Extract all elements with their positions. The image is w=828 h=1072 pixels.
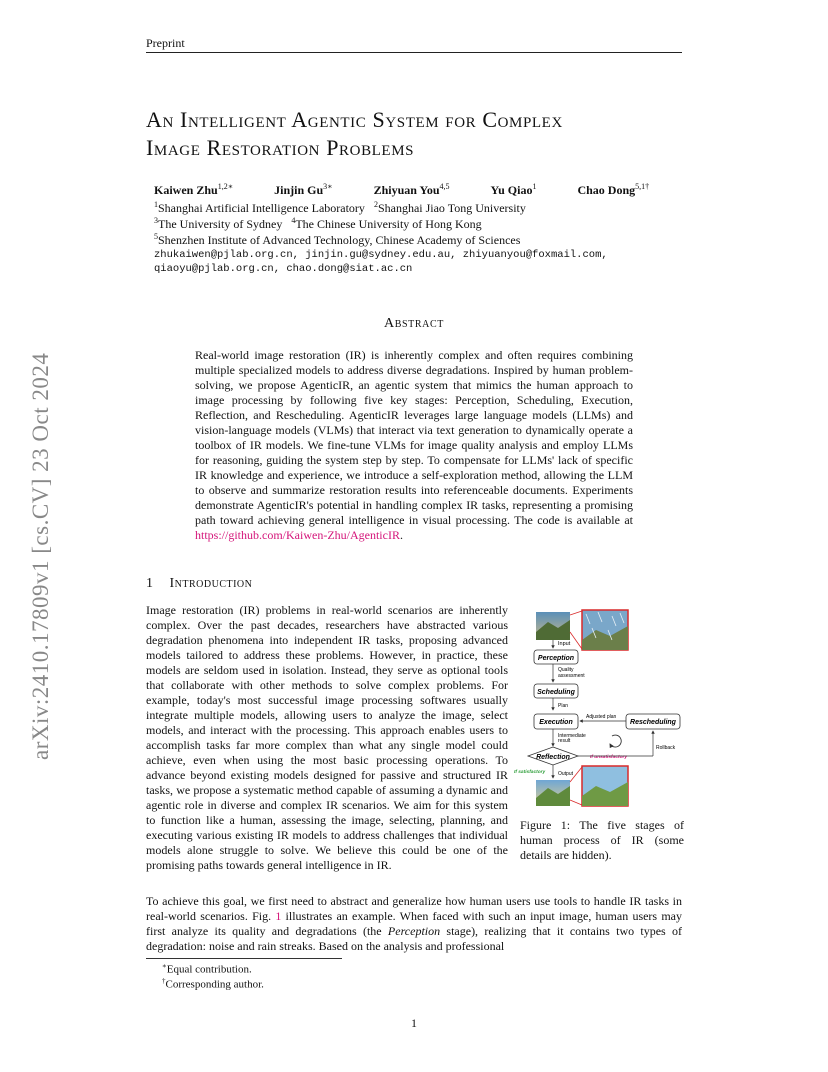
perception-label: Perception xyxy=(537,655,575,662)
rescheduling-label: Rescheduling xyxy=(630,719,676,726)
author: Kaiwen Zhu$^{1,2∗}$ xyxy=(154,182,234,197)
footnote-rule xyxy=(146,958,342,959)
footnote: ∗Equal contribution. xyxy=(162,962,252,976)
author: Yu Qiao$^1$ xyxy=(490,182,537,197)
author-list xyxy=(154,182,687,198)
intermediate-label-2: result xyxy=(558,738,571,744)
plan-label: Plan xyxy=(558,703,569,709)
input-image xyxy=(536,612,570,640)
rollback-label: Rollback xyxy=(656,745,676,751)
output-label: Output xyxy=(558,771,574,777)
email-line: zhukaiwen@pjlab.org.cn, jinjin.gu@sydney.edu.au, zhiyuanyou@foxmail.com, xyxy=(154,249,608,261)
header-rule xyxy=(146,52,682,53)
page-number: 1 xyxy=(411,1016,417,1030)
adjusted-plan-label: Adjusted plan xyxy=(586,714,617,720)
body-paragraph: To achieve this goal, we first need to abstract and generalize how human users use tools to handle IR tasks in real-world scenarios. Fig. 1 illustrates an example. When faced with such an input image, human users may first analyze its quality and degradations (the Perception stage), realizing that it contains two types of degradation: noise and rain streaks. Based on the analysis and professional xyxy=(146,894,682,953)
section-heading: 1 Introduction xyxy=(146,576,253,591)
zoomed-crop xyxy=(582,610,628,650)
code-link[interactable]: https://github.com/Kaiwen-Zhu/AgenticIR xyxy=(195,528,400,542)
affiliation-line: $^3$The University of Sydney $^4$The Chinese University of Hong Kong xyxy=(154,216,482,231)
abstract-heading: Abstract xyxy=(384,316,444,331)
execution-label: Execution xyxy=(539,719,573,726)
figure-1-diagram xyxy=(514,610,690,810)
footnote: †Corresponding author. xyxy=(162,977,264,991)
email-line: qiaoyu@pjlab.org.cn, chao.dong@siat.ac.cn xyxy=(154,263,413,275)
output-image xyxy=(536,780,570,806)
arxiv-stamp: arXiv:2410.17809v1 [cs.CV] 23 Oct 2024 xyxy=(28,352,53,760)
intro-paragraph: Image restoration (IR) problems in real-world scenarios are inherently complex. Over the past decades, researchers have abstracted various degradation phenomena into independent IR tasks, proposing advanced models tailored to address these problems. However, in practice, these models are seldom used in isolation. Instead, they serve as optional tools that collaborate with other methods to solve complex problems. For example, today's most successful image processing softwares usually integrate multiple models, allowing users to analyze the image, select models, and interact with the processing. This approach enables users to accomplish tasks far more complex than what any single model could achieve, even when using the most basic processing operations. To advance beyond existing models designed for passive and structured IR tasks, we propose a systematic method capable of assuming a dynamic and agentic role in diverse and complex IR scenarios. We aim for this system to function like a human, assessing the image, selecting, planning, and executing various existing IR models to address challenges that individual models alone struggle to solve. We believe this could be one of the promising paths towards general intelligence in IR. xyxy=(146,603,508,872)
intermediate-label-1: Intermediate xyxy=(558,733,586,739)
author: Zhiyuan You$^{4,5}$ xyxy=(373,182,450,197)
running-header: Preprint xyxy=(146,36,185,50)
abstract-body: Real-world image restoration (IR) is inherently complex and often requires combining multiple specialized models to address diverse degradations. Inspired by human problem-solving, we propose AgenticIR, an agentic system that mimics the human approach to image processing by following five key stages: Perception, Scheduling, Execution, Reflection, and Rescheduling. AgenticIR leverages large language models (LLMs) and vision-language models (VLMs) that interact via text generation to dynamically operate a toolbox of IR models. We fine-tune VLMs for image quality analysis and employ LLMs for reasoning, guiding the system step by step. To compensate for LLMs' lack of specific IR knowledge and experience, we introduce a self-exploration method, allowing the LLM to observe and summarize restoration results into referenceable documents. Experiments demonstrate AgenticIR's potential in handling complex IR tasks, representing a promising path toward achieving general intelligence in visual processing. The code is available at https://github.com/Kaiwen-Zhu/AgenticIR. xyxy=(195,348,633,542)
reflection-label: Reflection xyxy=(536,754,570,761)
author: Chao Dong$^{5,1\dagger}$ xyxy=(577,182,650,197)
paper-title xyxy=(146,106,706,162)
input-label: Input xyxy=(558,641,571,647)
title-line-2: Image Restoration Problems xyxy=(146,135,415,160)
author: Jinjin $Gu^{3∗}$ xyxy=(274,182,333,197)
affiliation-line: $^5$Shenzhen Institute of Advanced Technology, Chinese Academy of Sciences xyxy=(154,232,521,247)
output-zoomed-crop xyxy=(582,766,628,806)
unsatisfactory-label: If unsatisfactory xyxy=(590,755,628,760)
figure-caption: Figure 1: The five stages of human process of IR (some details are hidden). xyxy=(520,818,684,862)
satisfactory-label: If satisfactory xyxy=(514,770,546,775)
cycle-icon xyxy=(610,735,621,747)
quality-label-2: assessment xyxy=(558,673,585,679)
figure-ref-link[interactable]: 1 xyxy=(275,909,282,923)
quality-label-1: Quality xyxy=(558,667,574,673)
scheduling-label: Scheduling xyxy=(537,689,575,696)
title-line-1: An Intelligent Agentic System for Complex xyxy=(146,107,563,132)
affiliation-line: $^1$Shanghai Artificial Intelligence Laboratory $^2$Shanghai Jiao Tong University xyxy=(154,200,526,215)
